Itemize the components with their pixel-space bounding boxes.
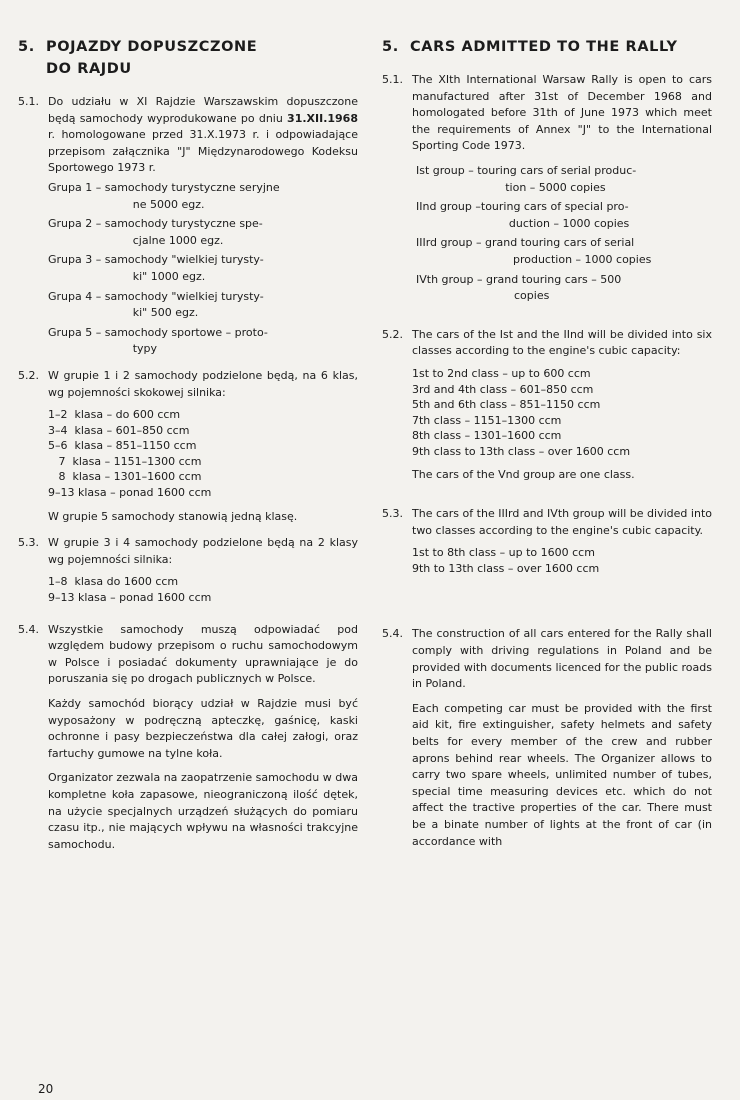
section-number: 5.3. bbox=[382, 507, 403, 521]
group-item bbox=[416, 199, 712, 232]
heading-line-1: CARS ADMITTED TO THE RALLY bbox=[410, 39, 678, 55]
group-desc-cont: copies bbox=[514, 289, 550, 303]
section-5-2-pl bbox=[18, 368, 358, 525]
group-desc-cont: production – 1000 copies bbox=[512, 252, 652, 266]
group-label: IInd group – bbox=[416, 200, 481, 214]
group-desc: touring cars of serial produc- bbox=[477, 163, 637, 177]
heading-number: 5. bbox=[382, 39, 399, 55]
group-item bbox=[416, 235, 712, 268]
section-5-3-en bbox=[382, 506, 712, 582]
group-item bbox=[48, 252, 358, 285]
section-paragraph: Wszystkie samochody muszą odpowiadać pod względem budowy przepisom o ruchu samochodowym w Polsce i posiadać dokumenty uprawniające je do poruszania się po drogach publicznych w Polsce. bbox=[48, 622, 358, 686]
class-list bbox=[412, 545, 712, 576]
group-desc: samochody "wielkiej turysty- bbox=[104, 289, 264, 303]
text-part-b: r. homologowane przed 31.X.1973 r. i odpowiadające przepisom załącznika "J" Międzynarodowego Kodeksu Sportowego 1973 r. bbox=[48, 128, 358, 175]
section-paragraph: Organizator zezwala na zaopatrzenie samochodu w dwa kompletne koła zapasowe, nieograniczoną ilość dętek, na użycie specjalnych urządzeń służących do pomiaru czasu itp., nie mających wpływu na własności trakcyjne samochodu. bbox=[48, 771, 358, 851]
group-desc-cont: ne 5000 egz. bbox=[132, 197, 205, 211]
group-label: Grupa 3 – bbox=[48, 253, 105, 267]
group-desc-cont: ki" 500 egz. bbox=[132, 306, 199, 320]
class-item: 7th class – 1151–1300 ccm bbox=[412, 413, 562, 427]
class-item: 9–13 klasa – ponad 1600 ccm bbox=[48, 591, 212, 605]
class-item: 9–13 klasa – ponad 1600 ccm bbox=[48, 486, 212, 500]
section-number: 5.1. bbox=[382, 73, 403, 86]
class-list bbox=[48, 407, 358, 501]
polish-column bbox=[18, 30, 358, 863]
section-text bbox=[48, 94, 358, 177]
class-item: 1st to 8th class – up to 1600 ccm bbox=[412, 546, 595, 560]
class-list bbox=[48, 574, 358, 605]
section-text: The cars of the IIIrd and IVth group will be divided into two classes according to the engine's cubic capacity. bbox=[412, 507, 712, 537]
class-item: 9th to 13th class – over 1600 ccm bbox=[412, 561, 600, 575]
class-list bbox=[412, 366, 712, 460]
section-note: W grupie 5 samochody stanowią jedną klasę. bbox=[48, 509, 298, 523]
text-part-a: Do udziału w XI Rajdzie Warszawskim dopuszczone będą samochody wyprodukowane po dniu bbox=[48, 95, 358, 125]
section-5-2-en bbox=[382, 327, 712, 484]
class-item: 9th class to 13th class – over 1600 ccm bbox=[412, 444, 631, 458]
section-number: 5.1. bbox=[18, 95, 39, 108]
section-number: 5.2. bbox=[18, 368, 39, 382]
section-number: 5.4. bbox=[382, 627, 403, 641]
class-item: 8 klasa – 1301–1600 ccm bbox=[48, 470, 202, 484]
group-item bbox=[48, 216, 358, 249]
group-desc-cont: typy bbox=[132, 342, 158, 356]
section-5-4-pl bbox=[18, 622, 358, 854]
group-desc: touring cars of special pro- bbox=[480, 200, 629, 214]
section-5-1-en bbox=[382, 72, 712, 305]
group-label: Grupa 2 – bbox=[48, 217, 105, 231]
heading-number: 5. bbox=[18, 39, 35, 55]
section-note: The cars of the Vnd group are one class. bbox=[412, 468, 635, 482]
group-desc: samochody "wielkiej turysty- bbox=[104, 253, 264, 267]
class-item: 5–6 klasa – 851–1150 ccm bbox=[48, 439, 197, 453]
group-desc-cont: ki" 1000 egz. bbox=[132, 269, 206, 283]
section-heading-en bbox=[382, 36, 712, 58]
group-label: Ist group – bbox=[416, 163, 478, 177]
group-label: IIIrd group – bbox=[416, 236, 485, 250]
section-text: W grupie 3 i 4 samochody podzielone będą na 2 klasy wg pojemności silnika: bbox=[48, 536, 358, 566]
group-item bbox=[48, 289, 358, 322]
section-number: 5.2. bbox=[382, 327, 403, 341]
heading-line-1: POJAZDY DOPUSZCZONE bbox=[46, 39, 258, 55]
section-text: The cars of the Ist and the IInd will be divided into six classes according to the engine's cubic capacity: bbox=[412, 327, 712, 358]
english-column bbox=[382, 30, 712, 860]
section-paragraph: Each competing car must be provided with the first aid kit, fire extinguisher, safety helmets and safety belts for every member of the crew and rubber aprons behind rear wheels. The Organizer allows to carry two spare wheels, unlimited number of tubes, special time measuring devices etc. which do not affect the tractive properties of the car. There must be a binate number of lights at the front of car (in accordance with bbox=[412, 701, 712, 848]
section-paragraph: Każdy samochód biorący udział w Rajdzie musi być wyposażony w podręczną apteczkę, gaśnicę, kaski ochronne i pasy bezpieczeństwa dla całej załogi, oraz fartuchy gumowe na tylne koła. bbox=[48, 697, 358, 760]
group-desc-cont: cjalne 1000 egz. bbox=[132, 233, 224, 247]
class-item: 8th class – 1301–1600 ccm bbox=[412, 429, 562, 443]
class-item: 1st to 2nd class – up to 600 ccm bbox=[412, 366, 591, 380]
class-item: 7 klasa – 1151–1300 ccm bbox=[48, 454, 202, 468]
section-5-4-en bbox=[382, 626, 712, 850]
group-desc-cont: tion – 5000 copies bbox=[505, 180, 606, 194]
group-desc-cont: duction – 1000 copies bbox=[508, 216, 630, 230]
section-number: 5.3. bbox=[18, 536, 39, 550]
group-label: IVth group – bbox=[416, 272, 486, 286]
class-item: 1–8 klasa do 1600 ccm bbox=[48, 575, 179, 589]
class-item: 5th and 6th class – 851–1150 ccm bbox=[412, 398, 601, 412]
page-number: 20 bbox=[38, 1082, 54, 1096]
section-text: W grupie 1 i 2 samochody podzielone będą, na 6 klas, wg pojemności skokowej silnika: bbox=[48, 368, 358, 399]
class-item: 1–2 klasa – do 600 ccm bbox=[48, 408, 181, 422]
section-number: 5.4. bbox=[18, 622, 39, 636]
group-item bbox=[416, 163, 712, 196]
group-item bbox=[48, 180, 358, 213]
heading-line-2: DO RAJDU bbox=[46, 61, 132, 77]
section-text: The XIth International Warsaw Rally is open to cars manufactured after 31st of December 1968 and homologated before 31th of June 1973 which meet the requirements of Annex "J" to the International Sporting Code 1973. bbox=[412, 73, 712, 153]
group-desc: samochody turystyczne spe- bbox=[104, 217, 263, 231]
section-paragraph: The construction of all cars entered for the Rally shall comply with driving regulations in Poland and be provided with documents licenced for the public roads in Poland. bbox=[412, 627, 712, 691]
group-label: Grupa 5 – bbox=[48, 325, 105, 339]
group-item bbox=[48, 325, 358, 358]
class-item: 3rd and 4th class – 601–850 ccm bbox=[412, 382, 594, 396]
section-5-3-pl bbox=[18, 535, 358, 611]
class-item: 3–4 klasa – 601–850 ccm bbox=[48, 423, 190, 437]
group-item bbox=[416, 272, 712, 305]
group-desc: grand touring cars – 500 bbox=[486, 272, 622, 286]
group-desc: samochody turystyczne seryjne bbox=[104, 180, 280, 194]
group-label: Grupa 4 – bbox=[48, 289, 105, 303]
group-label: Grupa 1 – bbox=[48, 180, 105, 194]
date-bold: 31.XII.1968 bbox=[287, 111, 358, 125]
section-heading-pl bbox=[18, 36, 358, 80]
group-desc: samochody sportowe – proto- bbox=[104, 325, 268, 339]
group-desc: grand touring cars of serial bbox=[484, 236, 635, 250]
section-5-1-pl bbox=[18, 94, 358, 358]
